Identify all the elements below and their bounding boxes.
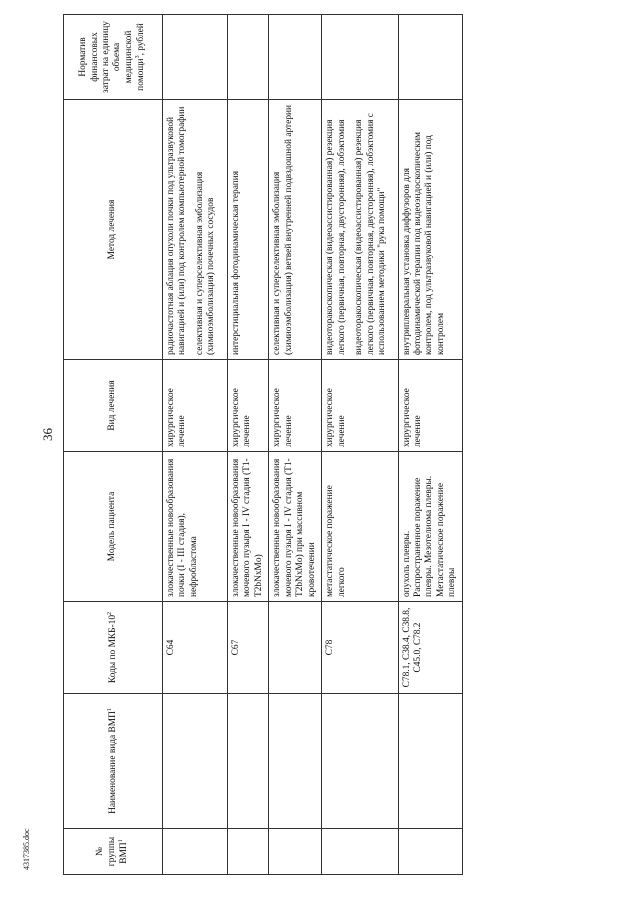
cell-cost-norm — [227, 15, 268, 100]
cell-mkb-code: C78 — [322, 602, 398, 694]
cell-group-no — [269, 829, 322, 875]
table-row — [163, 15, 228, 875]
cell-treatment-method — [398, 100, 462, 360]
header-group-no: № группы ВМП$^1$ — [64, 829, 163, 875]
vmp-table — [63, 14, 463, 875]
cell-cost-norm — [398, 15, 462, 100]
cell-treatment-type: хирургическое лечение — [398, 360, 462, 452]
cell-mkb-code: C67 — [227, 602, 268, 694]
cell-cost-norm — [269, 15, 322, 100]
table-row — [227, 15, 268, 875]
header-vmp-name: Наименование вида ВМП$^1$ — [64, 694, 163, 829]
cell-group-no — [322, 829, 398, 875]
cell-group-no — [398, 829, 462, 875]
method-text: внутриплевральная установка диффузоров для фотодинамической терапии под видеоэндоскопическим контролем, под ультразвуковой навигацией и (или) под контролем — [401, 132, 446, 355]
header-cost-norm: Норматив финансовых затрат на единицу объема медицинской помощи$^3$, рублей — [64, 15, 163, 100]
cell-group-no — [163, 829, 228, 875]
cell-treatment-method — [269, 100, 322, 360]
method-text: селективная и суперселективная эмболизация (химиоэмболизация) почечных сосудов — [194, 171, 217, 355]
table-row — [398, 15, 462, 875]
cell-group-no — [227, 829, 268, 875]
cell-vmp-name — [322, 694, 398, 829]
document-id: 4317385.doc — [22, 828, 31, 870]
cell-vmp-name — [398, 694, 462, 829]
cell-treatment-type: хирургическое лечение — [227, 360, 268, 452]
cell-vmp-name — [227, 694, 268, 829]
rotated-table-sheet — [63, 15, 583, 875]
method-text: видеоторакоскопическая (видеоассистированная) резекция легкого (первичная, повторная, двусторонняя), лобэктомия — [325, 119, 347, 355]
method-text: радиочастотная аблация опухоли почки под ультразвуковой навигацией и (или) под контролем компьютерной томографии — [166, 106, 188, 355]
cell-vmp-name — [269, 694, 322, 829]
cell-patient-model: опухоль плевры. Распространенное поражение плевры. Мезотелиома плевры. Метастатическое поражение плевры — [398, 452, 462, 602]
cell-mkb-code: C64 — [163, 602, 228, 694]
cell-patient-model: метастатическое поражение легкого — [322, 452, 398, 602]
table-row — [322, 15, 398, 875]
header-treatment-method: Метод лечения — [64, 100, 163, 360]
header-treatment-type: Вид лечения — [64, 360, 163, 452]
cell-mkb-code — [269, 602, 322, 694]
cell-treatment-type: хирургическое лечение — [269, 360, 322, 452]
page-number: 36 — [40, 428, 55, 441]
cell-cost-norm — [322, 15, 398, 100]
cell-mkb-code: C78.1, C38.4, C38.8, C45.0, C78.2 — [398, 602, 462, 694]
header-mkb-codes: Коды по МКБ-$10^2$ — [64, 602, 163, 694]
cell-treatment-method — [163, 100, 228, 360]
cell-patient-model: злокачественные новообразования мочевого пузыря I - IV стадия (T1-T2bNxMo) — [227, 452, 268, 602]
method-text: интерстициальная фотодинамическая терапия — [230, 170, 241, 355]
cell-cost-norm — [163, 15, 228, 100]
cell-treatment-method — [227, 100, 268, 360]
method-text: селективная и суперселективная эмболизация (химиоэмболизация) ветвей внутренней подвздошной артерии — [272, 104, 294, 355]
header-row — [64, 15, 163, 875]
header-patient-model: Модель пациента — [64, 452, 163, 602]
cell-vmp-name — [163, 694, 228, 829]
cell-patient-model: злокачественные новообразования мочевого пузыря I - IV стадия (T1-T2bNxMo) при массивном кровотечении — [269, 452, 322, 602]
cell-treatment-method — [322, 100, 398, 360]
cell-patient-model: злокачественные новообразования почки (I - III стадия), нефробластома — [163, 452, 228, 602]
table-row — [269, 15, 322, 875]
cell-treatment-type: хирургическое лечение — [322, 360, 398, 452]
method-text: видеоторакоскопическая (видеоассистированная) резекция легкого (первичная, повторная, двусторонняя), лобэктомия с использованием методики "рука помощи" — [354, 113, 388, 355]
cell-treatment-type: хирургическое лечение — [163, 360, 228, 452]
